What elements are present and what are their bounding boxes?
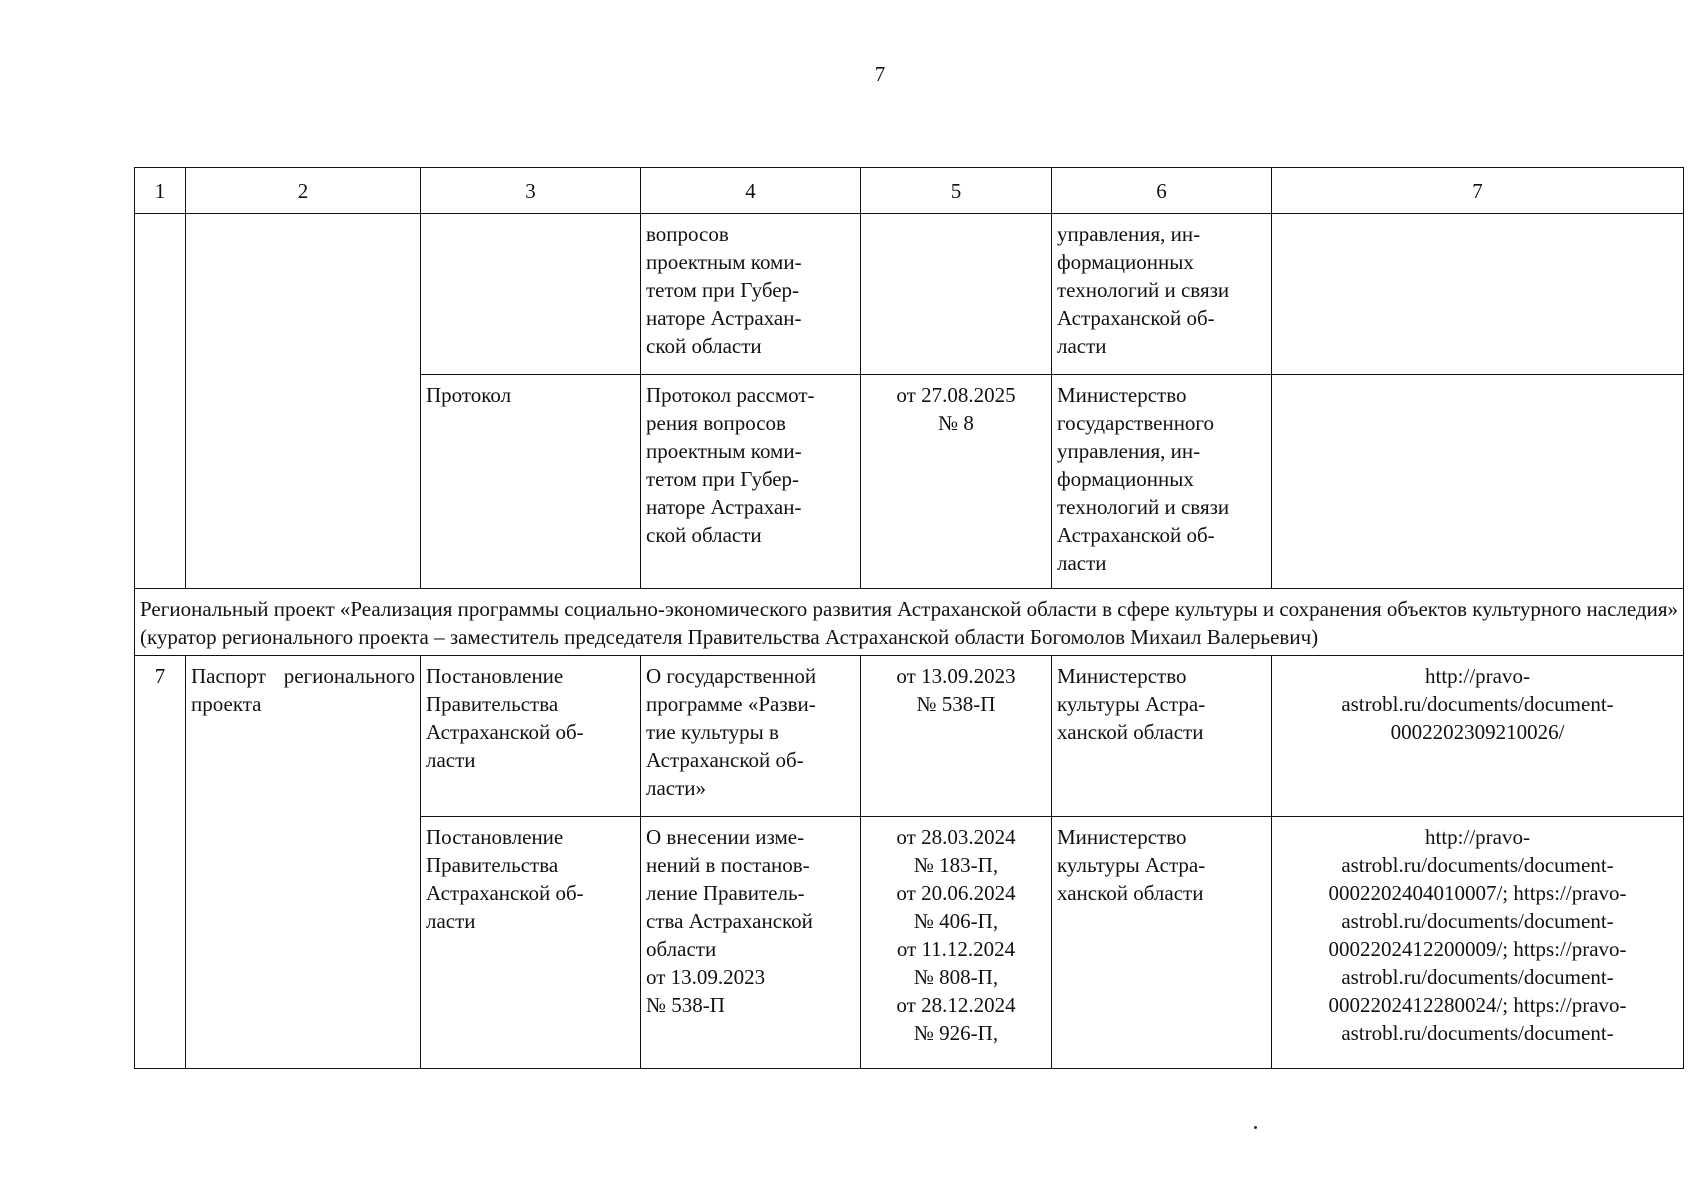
table-header-row	[135, 168, 1684, 214]
header-cell-2: 2	[186, 168, 421, 214]
table-row	[135, 214, 1684, 375]
number-cell-empty	[135, 214, 186, 589]
link-cell	[1272, 375, 1684, 589]
doc-title-cell: О внесении изме- нений в постанов- ление Правитель- ства Астраханской области от 13.09.2023 № 538-П	[641, 817, 861, 1069]
doc-date-cell: от 13.09.2023 № 538-П	[861, 656, 1052, 817]
header-cell-1: 1	[135, 168, 186, 214]
project-number-cell: 7	[135, 656, 186, 1069]
section-row	[135, 589, 1684, 656]
page-number: 7	[874, 62, 886, 86]
link-cell	[1272, 214, 1684, 375]
header-cell-6: 6	[1052, 168, 1272, 214]
link-cell: http://pravo- astrobl.ru/documents/document- 0002202404010007/; https://pravo- astrobl.ru/documents/document- 0002202412200009/; https://pravo- astrobl.ru/documents/document- 0002202412280024/; https://pravo- astrobl.ru/documents/document-	[1272, 817, 1684, 1069]
regional-project-title: Региональный проект «Реализация программы социально-экономического развития Астраханской области в сфере культуры и сохранения объектов культурного наследия» (куратор регионального проекта – заместитель председателя Правительства Астраханской области Богомолов Михаил Валерьевич)	[135, 589, 1684, 656]
responsible-cell: Министерство культуры Астра- ханской области	[1052, 817, 1272, 1069]
responsible-cell: Министерство государственного управления, ин- формационных технологий и связи Астраханской об- ласти	[1052, 375, 1272, 589]
name-cell-empty	[186, 214, 421, 589]
project-name-cell: Паспорт регионального проекта	[186, 656, 421, 1069]
header-cell-7: 7	[1272, 168, 1684, 214]
table-row	[135, 656, 1684, 817]
doc-title-cell: Протокол рассмот- рения вопросов проектным коми- тетом при Губер- наторе Астрахан- ской области	[641, 375, 861, 589]
doc-date-cell	[861, 214, 1052, 375]
doc-date-cell: от 27.08.2025 № 8	[861, 375, 1052, 589]
doc-title-cell: О государственной программе «Разви- тие культуры в Астраханской об- ласти»	[641, 656, 861, 817]
link-cell: http://pravo- astrobl.ru/documents/document- 0002202309210026/	[1272, 656, 1684, 817]
responsible-cell: Министерство культуры Астра- ханской области	[1052, 656, 1272, 817]
doc-title-cell: вопросов проектным коми- тетом при Губер- наторе Астрахан- ской области	[641, 214, 861, 375]
header-cell-5: 5	[861, 168, 1052, 214]
documents-table	[134, 167, 1684, 1069]
doc-type-cell: Протокол	[421, 375, 641, 589]
doc-type-cell	[421, 214, 641, 375]
scan-dot	[1254, 1126, 1257, 1129]
doc-type-cell: Постановление Правительства Астраханской об- ласти	[421, 817, 641, 1069]
header-cell-3: 3	[421, 168, 641, 214]
doc-date-cell: от 28.03.2024 № 183-П, от 20.06.2024 № 406-П, от 11.12.2024 № 808-П, от 28.12.2024 № 926-П,	[861, 817, 1052, 1069]
doc-type-cell: Постановление Правительства Астраханской об- ласти	[421, 656, 641, 817]
responsible-cell: управления, ин- формационных технологий и связи Астраханской об- ласти	[1052, 214, 1272, 375]
header-cell-4: 4	[641, 168, 861, 214]
